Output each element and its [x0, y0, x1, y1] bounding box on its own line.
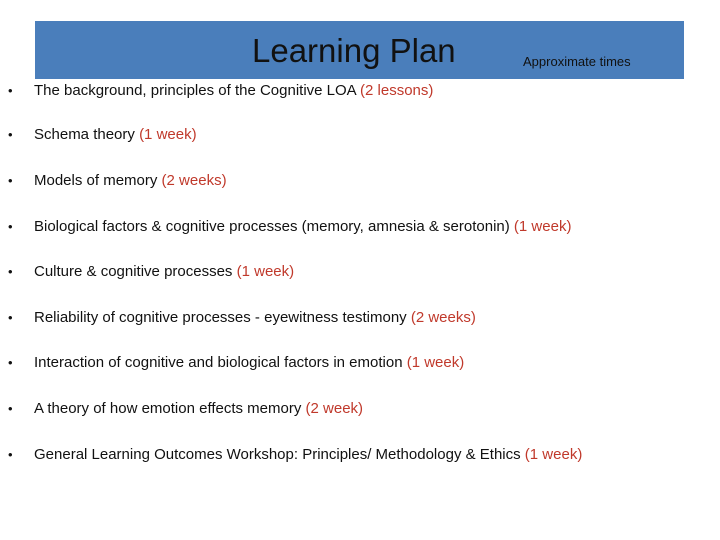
plan-item-label: Schema theory (1 week) — [34, 126, 197, 143]
duration-label: (2 weeks) — [161, 172, 227, 189]
duration-label: (1 week) — [139, 126, 197, 143]
bullet-icon: • — [8, 401, 13, 416]
duration-label: (1 week) — [513, 218, 572, 235]
plan-item-3 — [0, 169, 720, 193]
duration-label: (2 weeks) — [410, 309, 476, 326]
plan-item-label: Interaction of cognitive and biological factors in emotion (1 week) — [34, 354, 465, 371]
plan-item-1 — [0, 79, 720, 103]
plan-item-8 — [0, 397, 720, 421]
plan-item-label: Reliability of cognitive processes - eyewitness testimony (2 weeks) — [34, 309, 476, 326]
plan-item-5 — [0, 260, 720, 284]
bullet-icon: • — [8, 127, 13, 142]
plan-item-7 — [0, 351, 720, 375]
duration-label: (2 lessons) — [360, 82, 434, 99]
bullet-icon: • — [8, 447, 13, 462]
plan-item-9 — [0, 443, 720, 467]
plan-item-4 — [0, 215, 720, 239]
plan-item-label: Biological factors & cognitive processes (memory, amnesia & serotonin) (1 week) — [34, 218, 572, 235]
plan-item-label: The background, principles of the Cognitive LOA (2 lessons) — [34, 82, 434, 99]
plan-item-label: Culture & cognitive processes (1 week) — [34, 263, 295, 280]
page-title: Learning Plan — [252, 32, 456, 69]
duration-label: (2 week) — [305, 400, 364, 417]
duration-label: (1 week) — [236, 263, 295, 280]
approximate-times-label: Approximate times — [523, 54, 631, 69]
bullet-icon: • — [8, 173, 13, 188]
duration-label: (1 week) — [524, 446, 583, 463]
bullet-icon: • — [8, 219, 13, 234]
plan-item-2 — [0, 123, 720, 147]
plan-item-6 — [0, 306, 720, 330]
plan-item-label: General Learning Outcomes Workshop: Principles/ Methodology & Ethics (1 week) — [34, 446, 583, 463]
bullet-icon: • — [8, 83, 13, 98]
duration-label: (1 week) — [406, 354, 465, 371]
bullet-icon: • — [8, 264, 13, 279]
plan-item-label: Models of memory (2 weeks) — [34, 172, 227, 189]
plan-item-label: A theory of how emotion effects memory (2 week) — [34, 400, 364, 417]
bullet-icon: • — [8, 310, 13, 325]
bullet-icon: • — [8, 355, 13, 370]
